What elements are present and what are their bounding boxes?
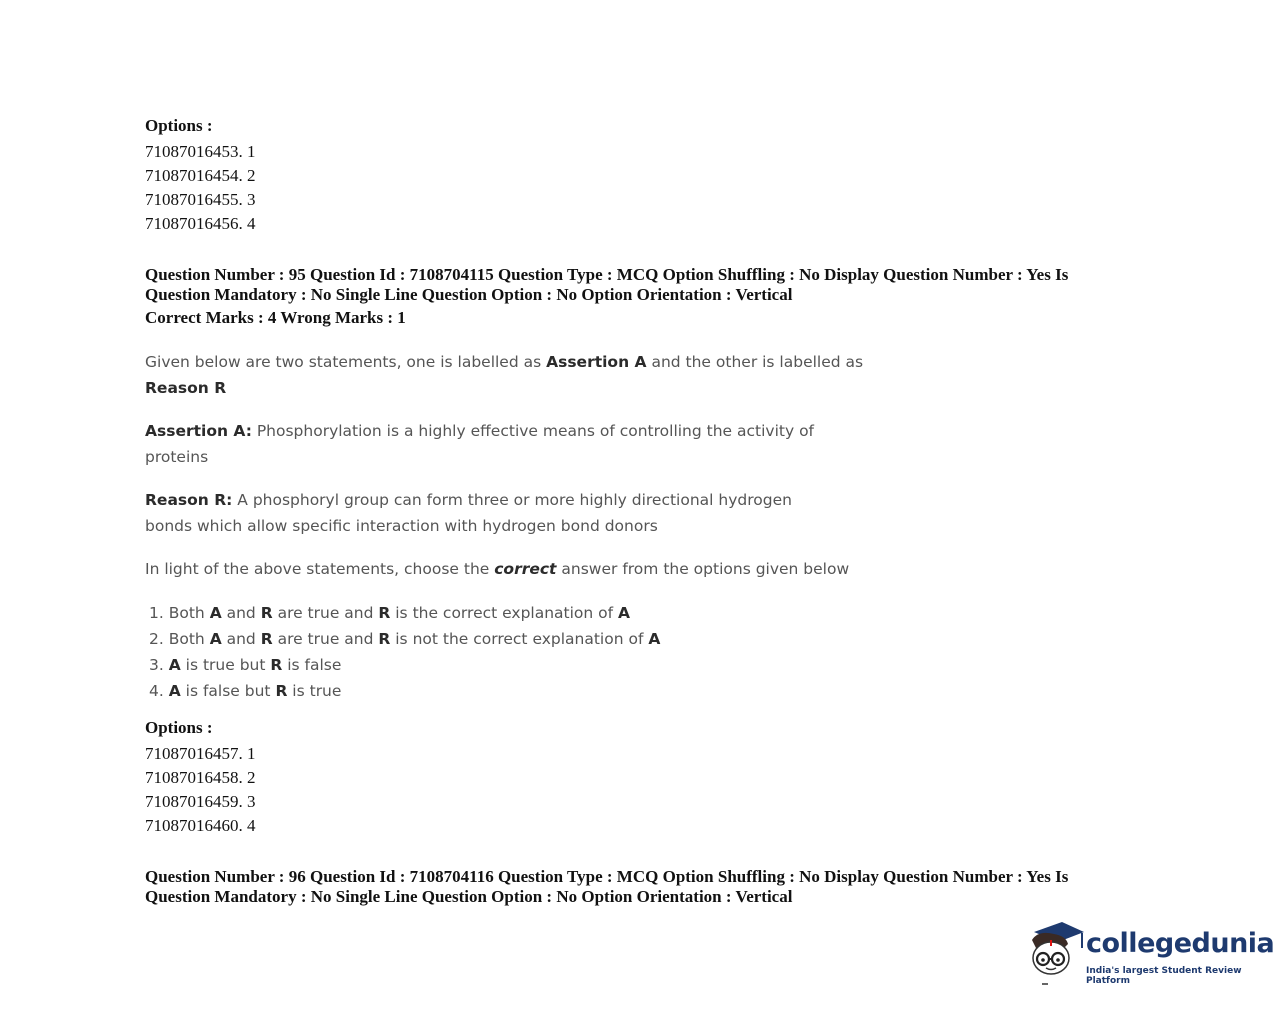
assertion: Assertion A: Phosphorylation is a highly effective means of controlling the activity of [145, 422, 815, 440]
choice-3: 3. A is true but R is false [149, 656, 342, 674]
logo-wordmark: collegedunia [1086, 928, 1275, 959]
meta-line-2: Question Mandatory : No Single Line Question Option : No Option Orientation : Vertical [145, 887, 793, 906]
choice-4: 4. A is false but R is true [149, 682, 342, 700]
choice-2: 2. Both A and R are true and R is not the correct explanation of A [149, 630, 661, 648]
option-line: 71087016459. 3 [145, 792, 256, 811]
option-line: 71087016460. 4 [145, 816, 256, 835]
option-line: 71087016455. 3 [145, 190, 256, 209]
option-line: 71087016456. 4 [145, 214, 256, 233]
options-section-prev [145, 116, 256, 236]
collegedunia-logo [1024, 918, 1275, 988]
question-95-meta [145, 265, 1105, 328]
option-line: 71087016454. 2 [145, 166, 256, 185]
mascot-icon [1024, 918, 1086, 988]
assertion-cont: proteins [145, 448, 209, 466]
meta-line-1: Question Number : 96 Question Id : 7108704116 Question Type : MCQ Option Shuffling : No Display Question Number : Yes Is [145, 867, 1069, 886]
meta-line-1: Question Number : 95 Question Id : 7108704115 Question Type : MCQ Option Shuffling : No Display Question Number : Yes Is [145, 265, 1069, 284]
choice-1: 1. Both A and R are true and R is the correct explanation of A [149, 604, 631, 622]
reason: Reason R: A phosphoryl group can form three or more highly directional hydrogen [145, 491, 792, 509]
reason-cont: bonds which allow specific interaction with hydrogen bond donors [145, 517, 658, 535]
logo-tagline: India's largest Student Review Platform [1086, 966, 1242, 986]
options-section-95 [145, 718, 256, 838]
question-95-body [145, 349, 865, 582]
instruction-line: In light of the above statements, choose the correct answer from the options given below [145, 560, 850, 578]
option-line: 71087016458. 2 [145, 768, 256, 787]
answer-choices [149, 600, 660, 704]
intro-line: Given below are two statements, one is labelled as Assertion A and the other is labelled as [145, 353, 864, 371]
options-label: Options : [145, 116, 213, 135]
question-96-meta [145, 867, 1105, 907]
intro-line-2: Reason R [145, 379, 227, 397]
option-line: 71087016453. 1 [145, 142, 256, 161]
marks-line: Correct Marks : 4 Wrong Marks : 1 [145, 308, 406, 327]
meta-line-2: Question Mandatory : No Single Line Question Option : No Option Orientation : Vertical [145, 285, 793, 304]
options-label: Options : [145, 718, 213, 737]
option-line: 71087016457. 1 [145, 744, 256, 763]
